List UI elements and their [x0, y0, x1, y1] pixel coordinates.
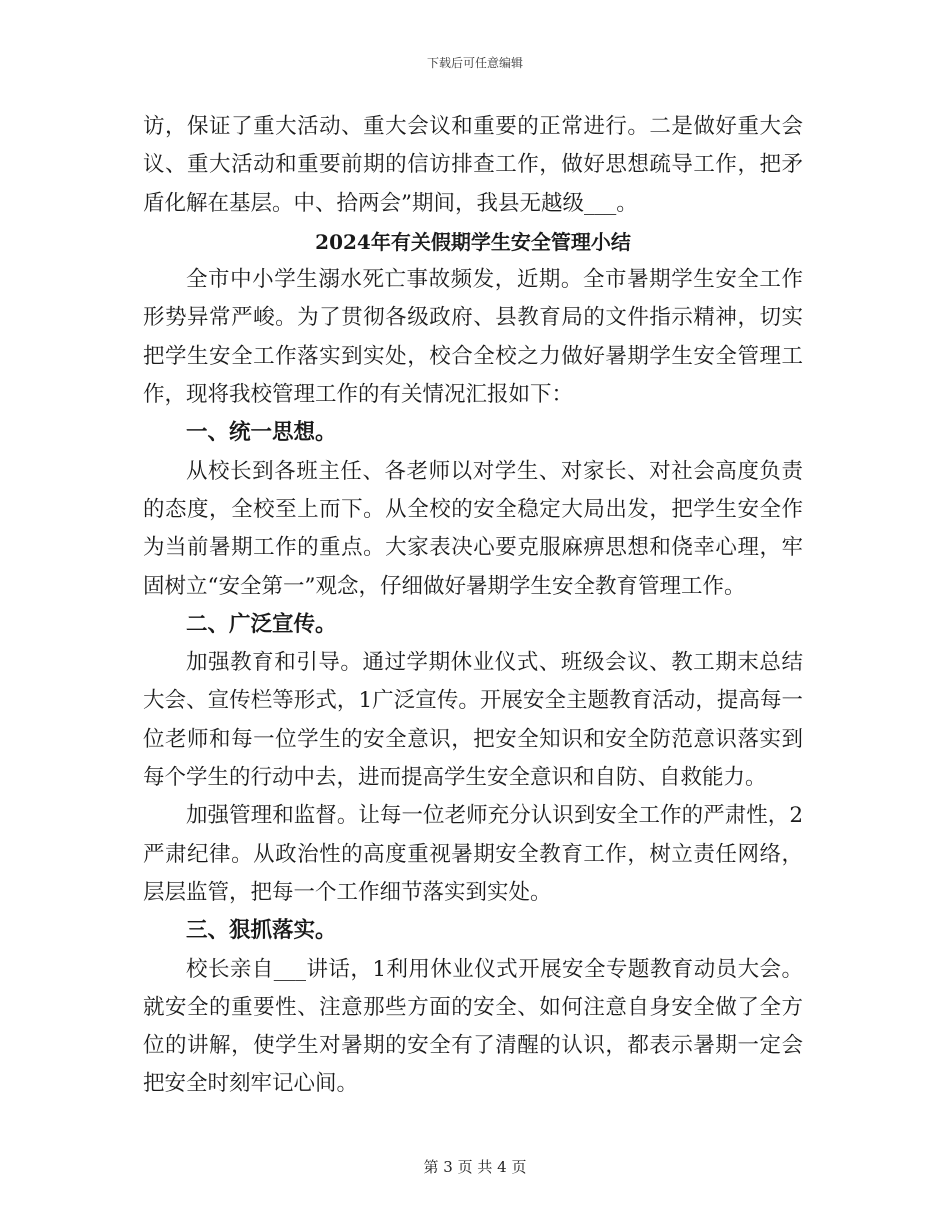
body-paragraph: 全市中小学生溺水死亡事故频发，近期。全市暑期学生安全工作形势异常严峻。为了贯彻各级政府、县教育局的文件指示精神，切实把学生安全工作落实到实处，校合全校之力做好暑期学生安全管理工作，现将我校管理工作的有关情况汇报如下：	[143, 267, 803, 408]
document-body	[143, 108, 803, 1104]
body-paragraph: 加强教育和引导。通过学期休业仪式、班级会议、教工期末总结大会、宣传栏等形式，1广泛宣传。开展安全主题教育活动，提高每一位老师和每一位学生的安全意识，把安全知识和安全防范意识落实到每个学生的行动中去，进而提高学生安全意识和自防、自救能力。	[143, 650, 803, 791]
page-footer: 第 3 页 共 4 页	[423, 1158, 527, 1176]
body-paragraph: 加强管理和监督。让每一位老师充分认识到安全工作的严肃性，2严肃纪律。从政治性的高度重视暑期安全教育工作，树立责任网络，层层监管，把每一个工作细节落实到实处。	[143, 803, 803, 905]
intro-paragraph: 访，保证了重大活动、重大会议和重要的正常进行。二是做好重大会议、重大活动和重要前期的信访排查工作，做好思想疏导工作，把矛盾化解在基层。中、拾两会”期间，我县无越级___。	[143, 114, 803, 216]
section-heading-1: 一、统一思想。	[186, 420, 337, 446]
document-title: 2024年有关假期学生安全管理小结	[315, 229, 631, 254]
body-paragraph: 校长亲自___讲话，1利用休业仪式开展安全专题教育动员大会。就安全的重要性、注意那些方面的安全、如何注意自身安全做了全方位的讲解，使学生对暑期的安全有了清醒的认识，都表示暑期一定会把安全时刻牢记心间。	[143, 956, 803, 1097]
section-heading-3: 三、狠抓落实。	[186, 918, 337, 944]
page-header: 下载后可任意编辑	[426, 56, 523, 70]
body-paragraph: 从校长到各班主任、各老师以对学生、对家长、对社会高度负责的态度，全校至上而下。从全校的安全稳定大局出发，把学生安全作为当前暑期工作的重点。大家表决心要克服麻痹思想和侥幸心理，牢固树立“安全第一”观念，仔细做好暑期学生安全教育管理工作。	[143, 458, 803, 599]
section-heading-2: 二、广泛宣传。	[186, 611, 337, 637]
